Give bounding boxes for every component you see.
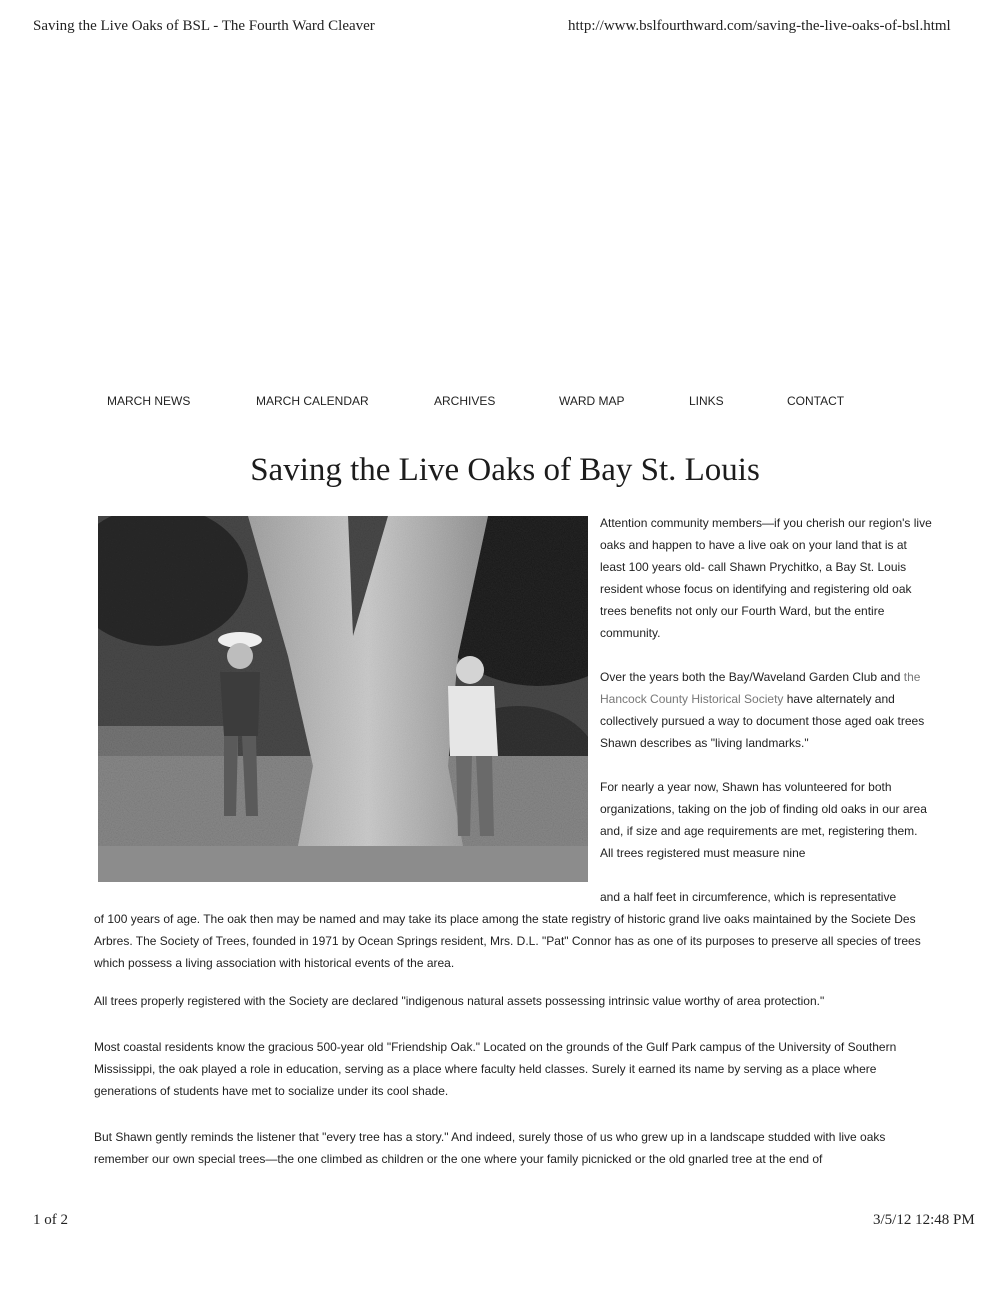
main-nav [0, 394, 992, 414]
paragraph-history-end: have alternately and collectively pursued a way to document those aged oak trees Shawn describes as "living landmarks." [600, 692, 925, 750]
paragraph-every-tree-story: But Shawn gently reminds the listener that "every tree has a story." And indeed, surely those of us who grew up in a landscape studded with live oaks remember our own special trees—the one climbed as children or the one where your family picnicked or the old gnarled tree at the end of [94, 1130, 886, 1166]
paragraph-intro: Attention community members—if you cherish our region's live oaks and happen to have a live oak on your land that is at least 100 years old- call Shawn Prychitko, a Bay St. Louis resident whose focus on identifying and registering old oak trees benefits not only our Fourth Ward, but the entire community. [600, 516, 932, 640]
paragraph-volunteer-continued: and a half feet in circumference, which is representative [600, 890, 897, 904]
article-side-column [600, 512, 932, 886]
page-title: Saving the Live Oaks of Bay St. Louis [250, 452, 760, 488]
article-full-width-paragraph [94, 908, 928, 974]
article-full-width-paragraph [94, 1036, 928, 1102]
nav-march-news[interactable]: MARCH NEWS [107, 394, 191, 408]
photo-oak-tree-image [98, 516, 588, 882]
article-full-width-paragraph [94, 1126, 928, 1170]
nav-march-calendar[interactable]: MARCH CALENDAR [256, 394, 369, 408]
paragraph-volunteer-end: of 100 years of age. The oak then may be named and may take its place among the state registry of historic grand live oaks maintained by the Societe Des Arbres. The Society of Trees, founded in 1971 by Ocean Springs resident, Mrs. D.L. "Pat" Connor has as one of its purposes to preserve all species of trees which possess a living association with historical events of the area. [94, 912, 921, 970]
article-full-width-paragraph [94, 990, 928, 1012]
print-header-title: Saving the Live Oaks of BSL - The Fourth Ward Cleaver [33, 18, 375, 34]
print-footer-timestamp: 3/5/12 12:48 PM [873, 1212, 975, 1228]
historical-society-link[interactable]: the Hancock County Historical Society [600, 670, 921, 706]
paragraph-volunteer-start: For nearly a year now, Shawn has volunteered for both organizations, taking on the job of finding old oaks in our area and, if size and age requirements are met, registering them. All trees registered must measure nine [600, 780, 927, 860]
print-header-url: http://www.bslfourthward.com/saving-the-live-oaks-of-bsl.html [568, 18, 951, 34]
paragraph-friendship-oak: Most coastal residents know the gracious 500-year old "Friendship Oak." Located on the grounds of the Gulf Park campus of the University of Southern Mississippi, the oak played a role in education, serving as a place where faculty held classes. Surely it earned its name by serving as a place where generations of students have met to socialize under its cool shade. [94, 1040, 897, 1098]
nav-ward-map[interactable]: WARD MAP [559, 394, 625, 408]
article-photo [98, 516, 588, 882]
paragraph-history-start: Over the years both the Bay/Waveland Garden Club and [600, 670, 901, 684]
paragraph-history [600, 666, 932, 754]
nav-links[interactable]: LINKS [689, 394, 724, 408]
nav-archives[interactable]: ARCHIVES [434, 394, 496, 408]
paragraph-society-declaration: All trees properly registered with the Society are declared "indigenous natural assets possessing intrinsic value worthy of area protection." [94, 994, 825, 1008]
print-footer-page: 1 of 2 [33, 1212, 68, 1228]
nav-contact[interactable]: CONTACT [787, 394, 845, 408]
